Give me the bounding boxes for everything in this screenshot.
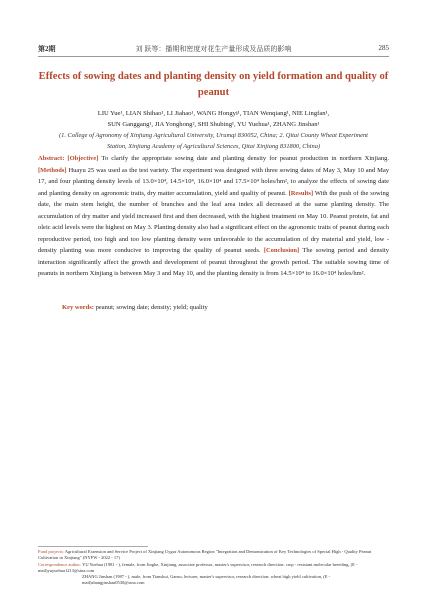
fund-text: Agricultural Extension and Service Project of Xinjiang Uygur Autonomous Region "Integration and Demonstration of Key Technologies of Special High - Quality Peanut Cultivation in Xinjiang" (NYFW - 2022 - 17) [38,549,372,561]
author-list [38,108,389,130]
affiliation: (1. College of Agronomy of Xinjiang Agricultural University, Urumqi 830052, China; 2. Qitai County Wheat Experiment Station, Xinjiang Academy of Agricultural Sciences, Qitai Xinjiang 831800, China) [59,132,368,150]
objective-tag: [Objective] [67,155,99,162]
running-head: 刘 跃等：播期和密度对花生产量形成及品质的影响 [135,45,292,53]
methods-text: Huayu 25 was used as the test variety. The experiment was designed with three sowing dates of May 3, May 10 and May 17, and four planting density levels of 13.0×10⁴, 14.5×10⁴, 16.0×10⁴ and 17.5×10⁴ holes/hm², to analyze the effects of sowing date and planting density on agronomic traits, dry matter accumulation, yield and quality of peanut. [38,166,389,197]
conclusion-text: The sowing period and density interaction significantly affect the growth and development of peanut throughout the growth period. The suitable sowing time of peanuts in northern Xinjiang is between May 3 and May 10, and the planting density is from 14.5×10⁴ to 16.0×10⁴ holes/hm². [38,247,389,277]
conclusion-tag: [Conclusion] [263,247,300,254]
running-header [38,44,389,55]
abstract [38,153,389,280]
correspondence-note-2 [38,574,389,587]
header-rule [38,56,389,57]
abstract-label: Abstract: [38,155,65,162]
results-tag: [Results] [288,189,314,197]
author-line: SUN Ganggang¹, JIA Yonghong², SHI Shubing¹, YU Yuehua¹, ZHANG Jinshan¹ [107,121,320,128]
fund-note [38,549,389,562]
footnote-rule [38,546,148,547]
correspondence-text-1: YU Yuehua (1981 - ), female, from Jinghe, Xinjiang, associate professor, master's supervisor, research direction: crop - resistant molecular breeding, (E - mail)yuyuehua1213@sina.com [38,561,358,573]
fund-label: Fund projects: [38,549,64,554]
keywords [62,302,389,313]
correspondence-label: Correspondence author: [38,561,82,567]
correspondence-note [38,562,389,575]
page-number: 285 [378,44,389,52]
issue-number: 第2期 [38,45,56,53]
correspondence-text-2: ZHANG Jinshan (1987 - ), male, from Tianshui, Gansu, lecturer, master's supervisor, research direction: wheat high yield cultivation, (E - mail)zhangjinshan0530@sina.com [82,574,331,586]
author-line: LIU Yue¹, LIAN Shihao¹, LI Jiahao¹, WANG Hongyi¹, TIAN Wenqiang¹, NIE Lingfan¹, [97,110,330,117]
footnotes [38,549,389,587]
objective-text: To clarify the appropriate sowing date and planting density for peanut production in northern Xinjiang. [98,155,390,162]
article-title: Effects of sowing dates and planting density on yield formation and quality of peanut [38,71,389,98]
methods-tag: [Methods] [38,166,67,174]
keywords-label: Key words: [62,304,94,311]
results-text: With the push of the sowing date, the main stem height, the number of branches and the leaf area index all decreased at the same planting density. The accumulation of dry matter and yield increased first and then decreased, with the highest treatment on May 10. Peanut protein, fat and oleic acid levels were the highest on May 3. Planting density also had a significant effect on the agronomic traits of peanut during each reproductive period, too high and too low planting density were unfavorable to the accumulation of dry material and yield, low - density planting was more conducive to improving the quality of peanut seeds. [38,189,390,254]
keywords-text: peanut; sowing date; density; yield; quality [95,304,208,311]
